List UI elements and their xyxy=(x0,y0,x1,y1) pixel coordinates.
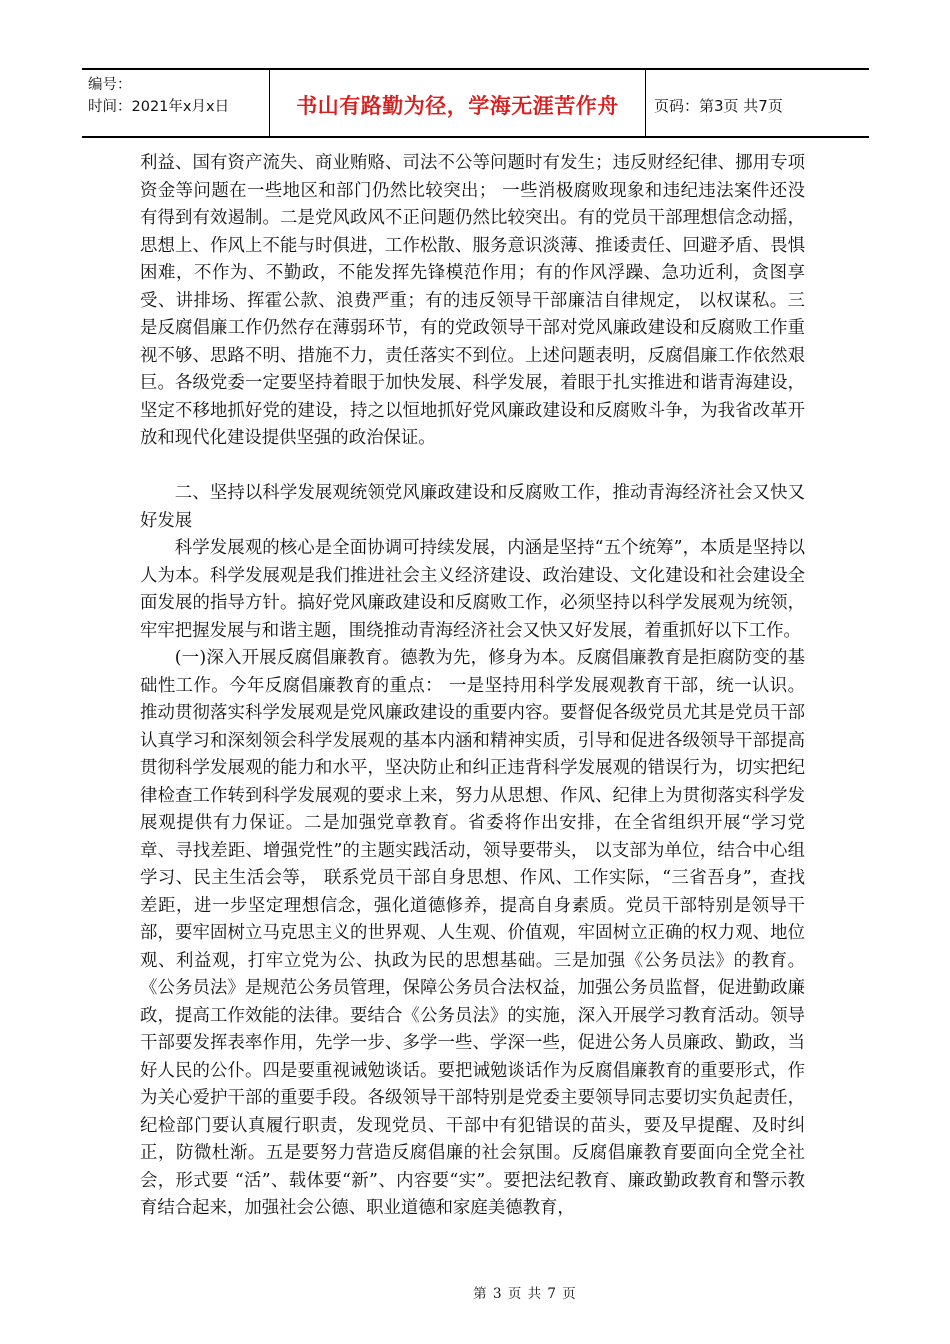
page-footer: 第 3 页 共 7 页 xyxy=(473,1286,577,1302)
section-heading-2: 二、坚持以科学发展观统领党风廉政建设和反腐败工作，推动青海经济社会又快又好发展 xyxy=(140,483,805,531)
document-body xyxy=(140,150,805,1223)
body-paragraph-1: 利益、国有资产流失、商业贿赂、司法不公等问题时有发生；违反财经纪律、挪用专项资金等问题在一些地区和部门仍然比较突出； 一些消极腐败现象和违纪违法案件还没有得到有效遏制。二是党风政风不正问题仍然比较突出。有的党员干部理想信念动摇，思想上、作风上不能与时俱进，工作松散、服务意识淡薄、推诿责任、回避矛盾、畏惧困难，不作为、不勤政，不能发挥先锋模范作用；有的作风浮躁、急功近利，贪图享受、讲排场、挥霍公款、浪费严重；有的违反领导干部廉洁自律规定， 以权谋私。三是反腐倡廉工作仍然存在薄弱环节，有的党政领导干部对党风廉政建设和反腐败工作重视不够、思路不明、措施不力，责任落实不到位。上述问题表明，反腐倡廉工作依然艰巨。各级党委一定要坚持着眼于加快发展、科学发展，着眼于扎实推进和谐青海建设，坚定不移地抓好党的建设，持之以恒地抓好党风廉政建设和反腐败斗争，为我省改革开放和现代化建设提供坚强的政治保证。 xyxy=(140,153,805,448)
header-slogan-cell xyxy=(270,70,646,136)
paragraph-gap xyxy=(140,453,805,481)
header-page-cell xyxy=(646,70,869,136)
header-page-number: 页码：第3页 共7页 xyxy=(654,96,783,115)
body-paragraph-3: (一)深入开展反腐倡廉教育。德教为先，修身为本。反腐倡廉教育是拒腐防变的基础性工作。今年反腐倡廉教育的重点： 一是坚持用科学发展观教育干部，统一认识。推动贯彻落实科学发展观是党风廉政建设的重要内容。要督促各级党员尤其是党员干部认真学习和深刻领会科学发展观的基本内涵和精神实质，引导和促进各级领导干部提高贯彻科学发展观的能力和水平，坚决防止和纠正违背科学发展观的错误行为，切实把纪律检查工作转到科学发展观的要求上来，努力从思想、作风、纪律上为贯彻落实科学发展观提供有力保证。二是加强党章教育。省委将作出安排，在全省组织开展“学习党章、寻找差距、增强党性”的主题实践活动，领导要带头， 以支部为单位，结合中心组学习、民主生活会等， 联系党员干部自身思想、作风、工作实际，“三省吾身”，查找差距，进一步坚定理想信念，强化道德修养，提高自身素质。党员干部特别是领导干部，要牢固树立马克思主义的世界观、人生观、价值观，牢固树立正确的权力观、地位观、利益观，打牢立党为公、执政为民的思想基础。三是加强《公务员法》的教育。《公务员法》是规范公务员管理，保障公务员合法权益，加强公务员监督，促进勤政廉政，提高工作效能的法律。要结合《公务员法》的实施，深入开展学习教育活动。领导干部要发挥表率作用，先学一步、多学一些、学深一些，促进公务人员廉政、勤政，当好人民的公仆。四是要重视诫勉谈话。要把诫勉谈话作为反腐倡廉教育的重要形式，作为关心爱护干部的重要手段。各级领导干部特别是党委主要领导同志要切实负起责任，纪检部门要认真履行职责，发现党员、干部中有犯错误的苗头，要及早提醒、及时纠正，防微杜渐。五是要努力营造反腐倡廉的社会氛围。反腐倡廉教育要面向全党全社会，形式要 “活”、载体要“新”、内容要“实”。要把法纪教育、廉政勤政教育和警示教育结合起来，加强社会公德、职业道德和家庭美德教育， xyxy=(140,648,805,1218)
document-number-label: 编号： xyxy=(88,77,132,93)
body-paragraph-2: 科学发展观的核心是全面协调可持续发展，内涵是坚持“五个统筹”，本质是坚持以人为本。科学发展观是我们推进社会主义经济建设、政治建设、文化建设和社会建设全面发展的指导方针。搞好党风廉政建设和反腐败工作，必须坚持以科学发展观为统领，牢牢把握发展与和谐主题，围绕推动青海经济社会又快又好发展，着重抓好以下工作。 xyxy=(140,538,805,641)
header-slogan: 书山有路勤为径，学海无涯苦作舟 xyxy=(296,94,619,118)
header-meta-cell xyxy=(82,70,270,136)
document-time-label: 时间：2021年x月x日 xyxy=(88,99,230,115)
document-header xyxy=(82,68,869,138)
